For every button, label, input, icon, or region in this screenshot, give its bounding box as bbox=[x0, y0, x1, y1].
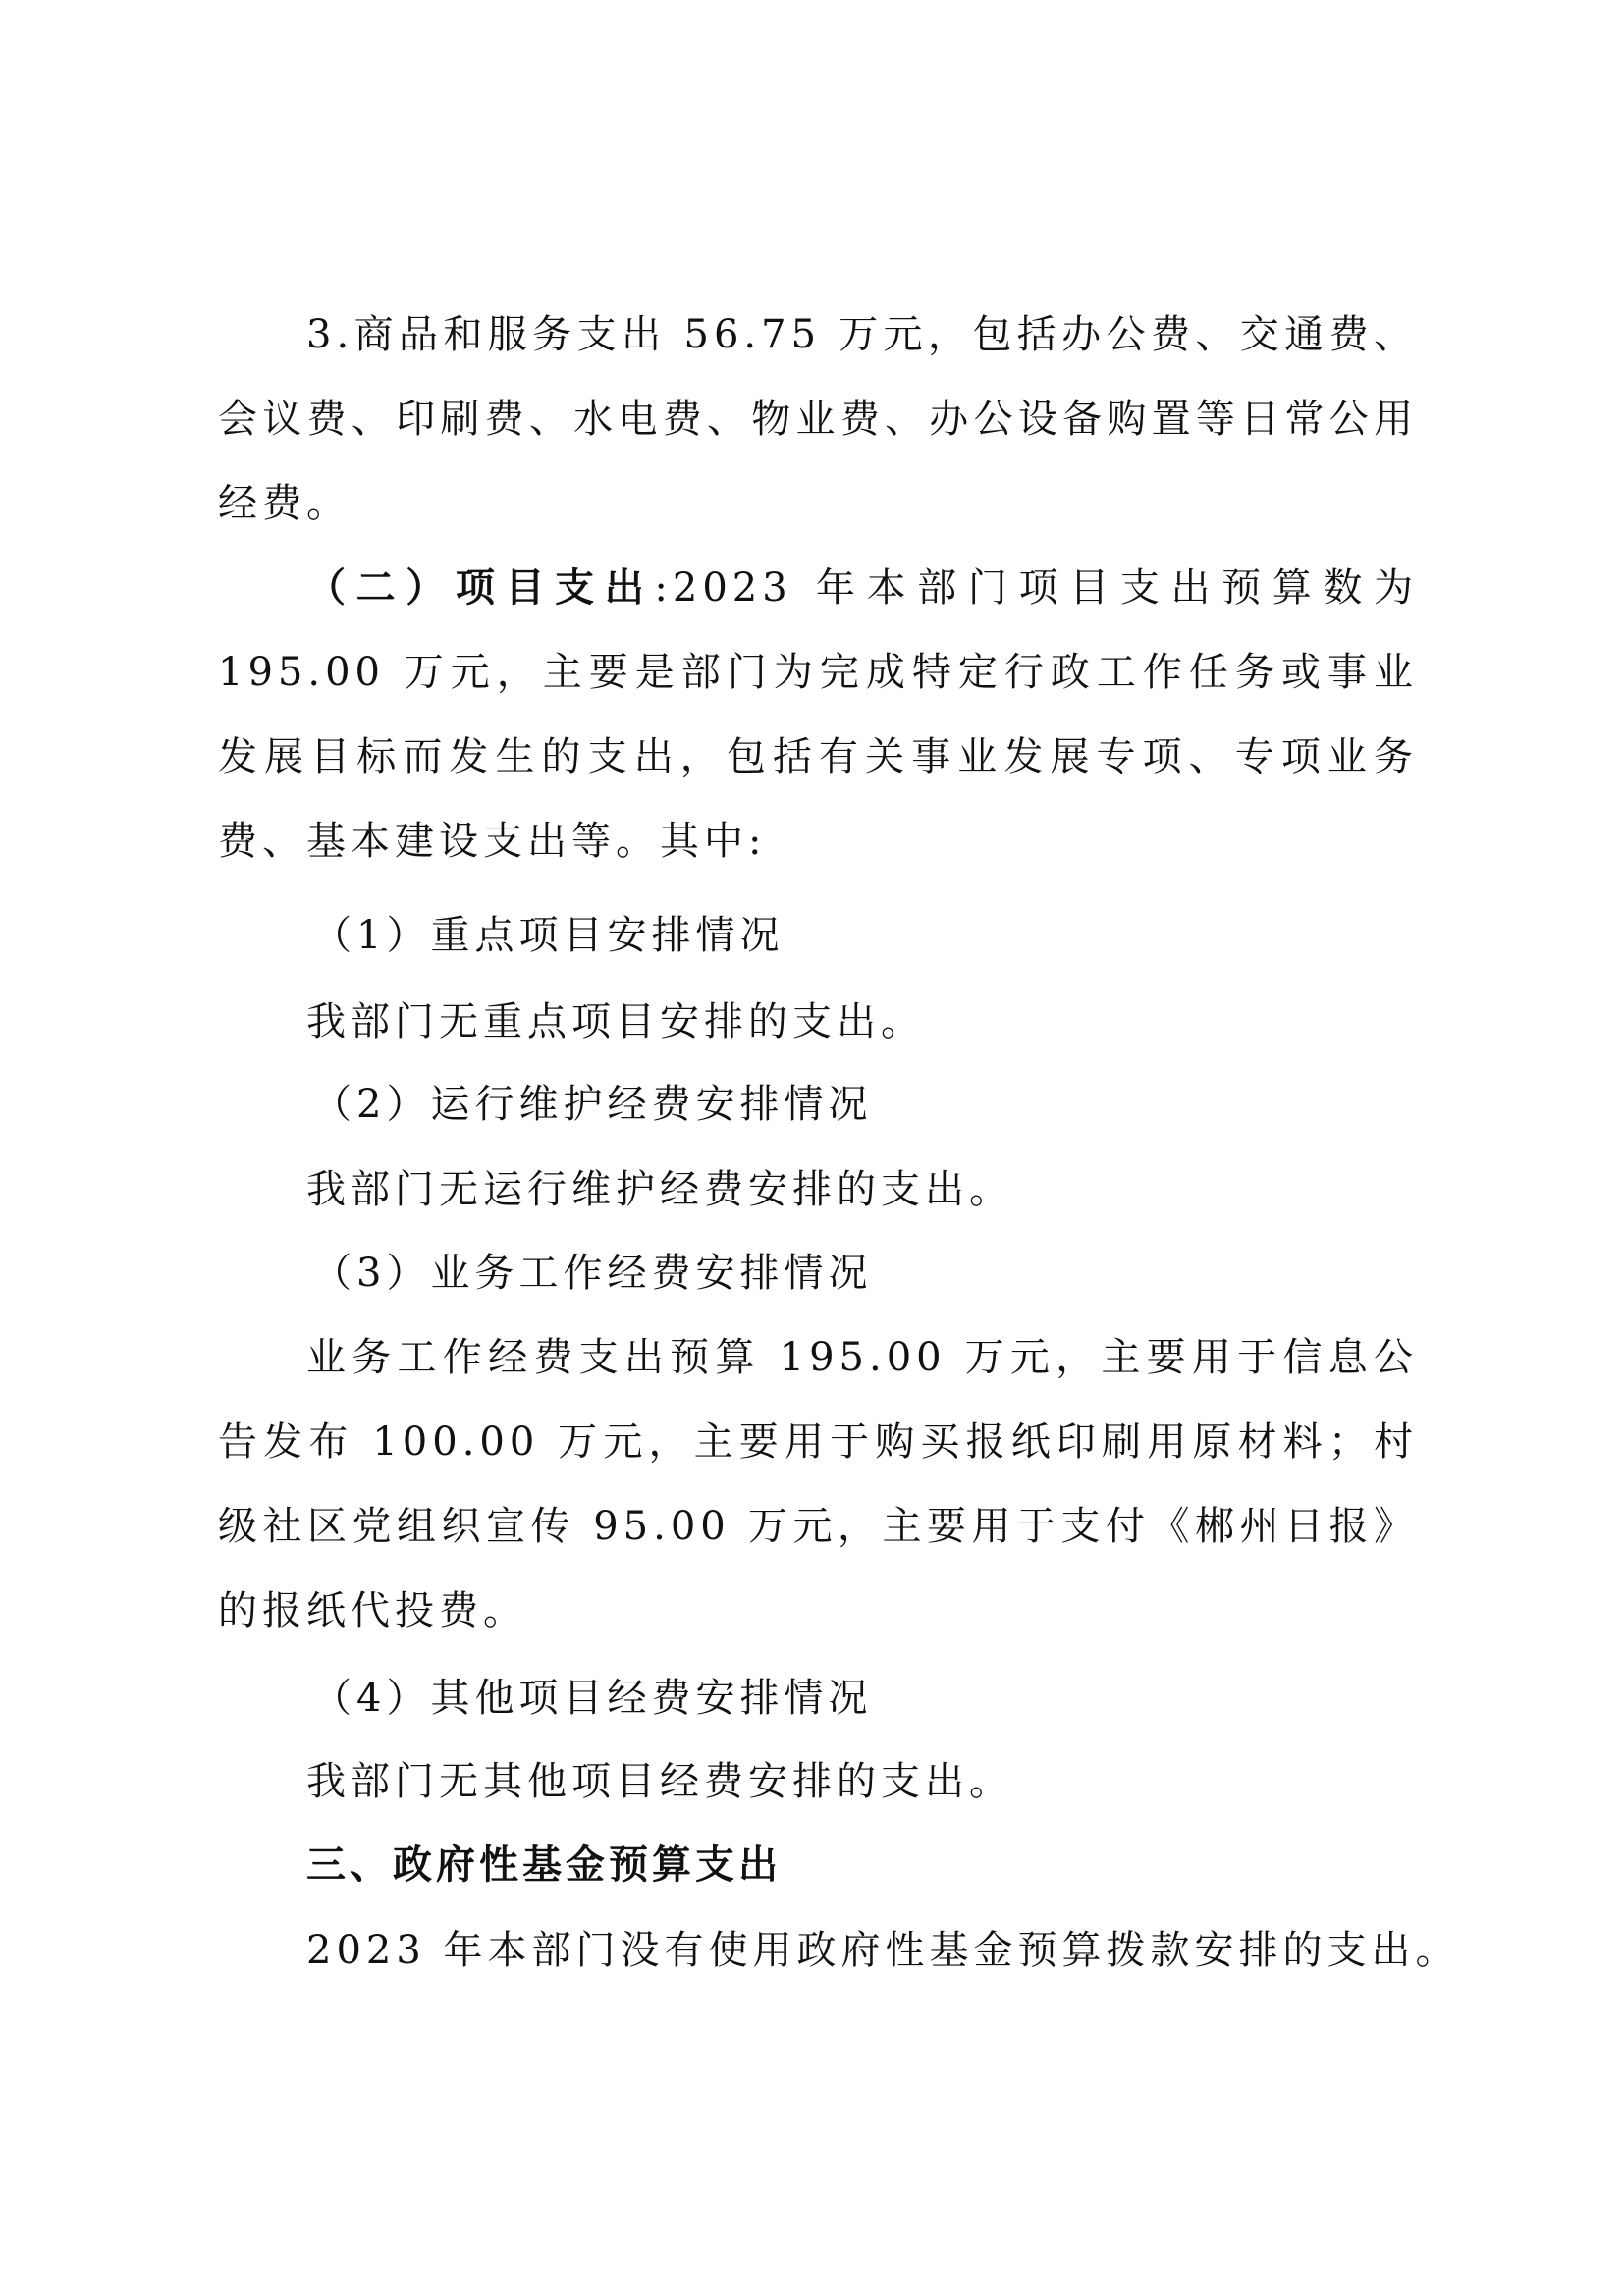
item3-title: （3）业务工作经费安排情况 bbox=[312, 1251, 873, 1296]
section3-text: 2023 年本部门没有使用政府性基金预算拨款安排的支出。 bbox=[306, 1928, 1460, 1973]
item2-text: 我部门无运行维护经费安排的支出。 bbox=[306, 1167, 1013, 1212]
section3-heading: 三、政府性基金预算支出 bbox=[306, 1842, 782, 1888]
project-expenditure-heading: （二）项目支出 bbox=[306, 565, 655, 611]
paragraph-project-expenditure bbox=[218, 546, 1418, 883]
item3-text: 业务工作经费支出预算 195.00 万元，主要用于信息公告发布 100.00 万元，主要用于购买报纸印刷用原材料；村级社区党组织宣传 95.00 万元，主要用于支付《郴州日报》的报纸代投费。 bbox=[218, 1335, 1418, 1633]
item4-title: （4）其他项目经费安排情况 bbox=[312, 1676, 873, 1721]
item4-text: 我部门无其他项目经费安排的支出。 bbox=[306, 1759, 1013, 1804]
project-expenditure-text: :2023 年本部门项目支出预算数为 195.00 万元，主要是部门为完成特定行政工作任务或事业发展目标而发生的支出，包括有关事业发展专项、专项业务费、基本建设支出等。其中: bbox=[218, 565, 1418, 864]
paragraph-goods-services: 3.商品和服务支出 56.75 万元，包括办公费、交通费、会议费、印刷费、水电费、物业费、办公设备购置等日常公用经费。 bbox=[218, 312, 1418, 526]
item2-title: （2）运行维护经费安排情况 bbox=[312, 1082, 873, 1127]
item1-title: （1）重点项目安排情况 bbox=[312, 913, 785, 958]
item1-text: 我部门无重点项目安排的支出。 bbox=[306, 999, 925, 1044]
